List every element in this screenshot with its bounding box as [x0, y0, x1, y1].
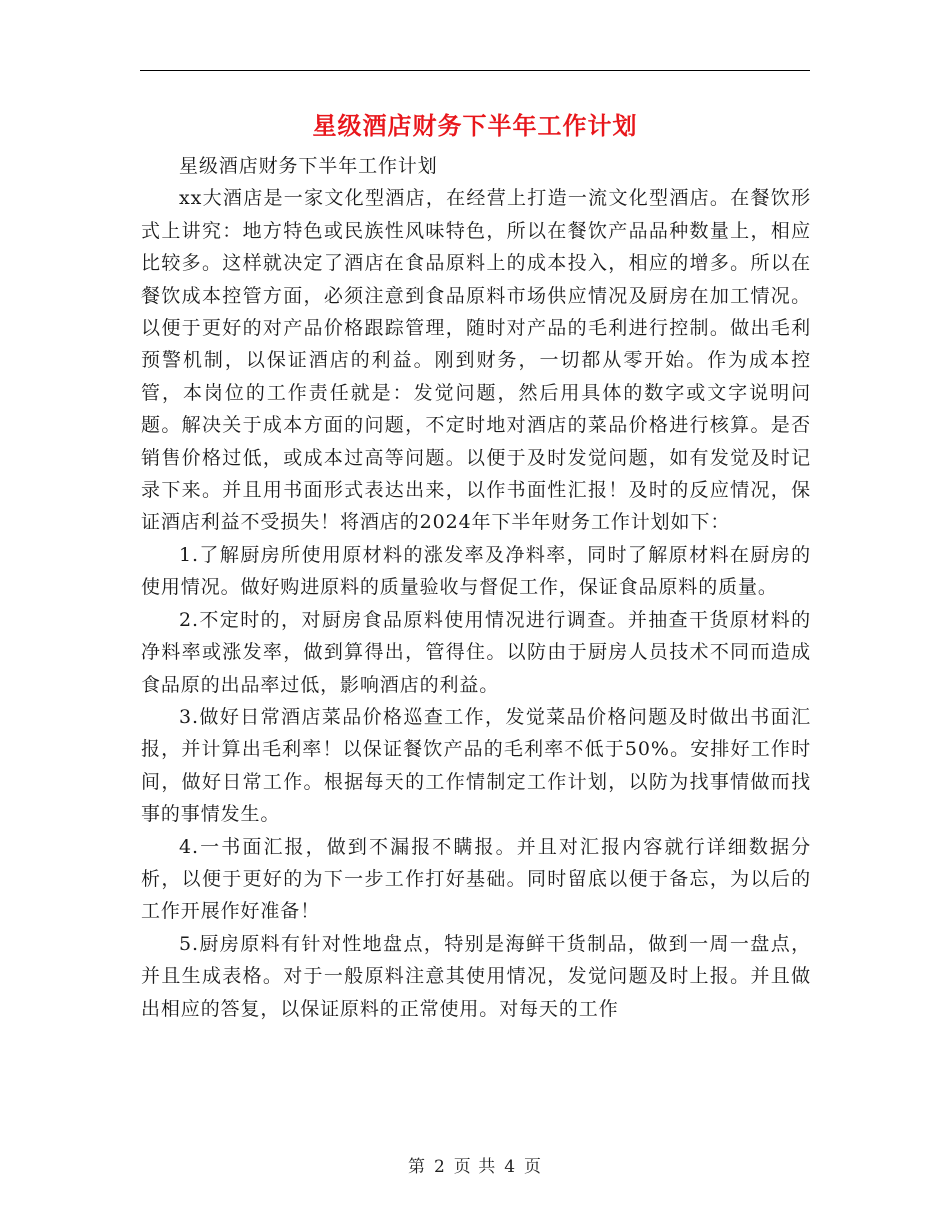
document-body — [141, 150, 811, 1025]
paragraph-intro: xx大酒店是一家文化型酒店，在经营上打造一流文化型酒店。在餐饮形式上讲究：地方特色或民族性风味特色，所以在餐饮产品品种数量上，相应比较多。这样就决定了酒店在食品原料上的成本投入，相应的增多。所以在餐饮成本控管方面，必须注意到食品原料市场供应情况及厨房在加工情况。以便于更好的对产品价格跟踪管理，随时对产品的毛利进行控制。做出毛利预警机制，以保证酒店的利益。刚到财务，一切都从零开始。作为成本控管，本岗位的工作责任就是：发觉问题，然后用具体的数字或文字说明问题。解决关于成本方面的问题，不定时地对酒店的菜品价格进行核算。是否销售价格过低，或成本过高等问题。以便于及时发觉问题，如有发觉及时记录下来。并且用书面形式表达出来，以作书面性汇报！及时的反应情况，保证酒店利益不受损失！将酒店的2024年下半年财务工作计划如下： — [141, 187, 811, 534]
footer-prefix: 第 — [407, 1157, 426, 1177]
document-title: 星级酒店财务下半年工作计划 — [312, 111, 638, 140]
footer-suffix: 页 — [524, 1157, 543, 1177]
paragraph-item-3: 3.做好日常酒店菜品价格巡查工作，发觉菜品价格问题及时做出书面汇报，并计算出毛利率！以保证餐饮产品的毛利率不低于50%。安排好工作时间，做好日常工作。根据每天的工作情制定工作计划，以防为找事情做而找事的事情发生。 — [141, 705, 811, 826]
paragraph-item-1: 1.了解厨房所使用原材料的涨发率及净料率，同时了解原材料在厨房的使用情况。做好购进原料的质量验收与督促工作，保证食品原料的质量。 — [141, 543, 811, 599]
paragraph-item-2: 2.不定时的，对厨房食品原料使用情况进行调查。并抽查干货原材料的净料率或涨发率，做到算得出，管得住。以防由于厨房人员技术不同而造成食品原的出品率过低，影响酒店的利益。 — [141, 608, 811, 696]
header-rule — [140, 70, 810, 71]
footer-page-number: 2 — [433, 1157, 446, 1177]
paragraph-item-4: 4.一书面汇报，做到不漏报不瞒报。并且对汇报内容就行详细数据分析，以便于更好的为下一步工作打好基础。同时留底以便于备忘，为以后的工作开展作好准备！ — [141, 835, 811, 923]
footer-middle: 页 共 — [453, 1157, 497, 1177]
paragraph-subtitle: 星级酒店财务下半年工作计划 — [179, 155, 438, 177]
paragraph-item-5: 5.厨房原料有针对性地盘点，特别是海鲜干货制品，做到一周一盘点，并且生成表格。对于一般原料注意其使用情况，发觉问题及时上报。并且做出相应的答复，以保证原料的正常使用。对每天的工作 — [141, 932, 811, 1020]
page-footer — [0, 1152, 950, 1177]
footer-total-pages: 4 — [504, 1157, 517, 1177]
